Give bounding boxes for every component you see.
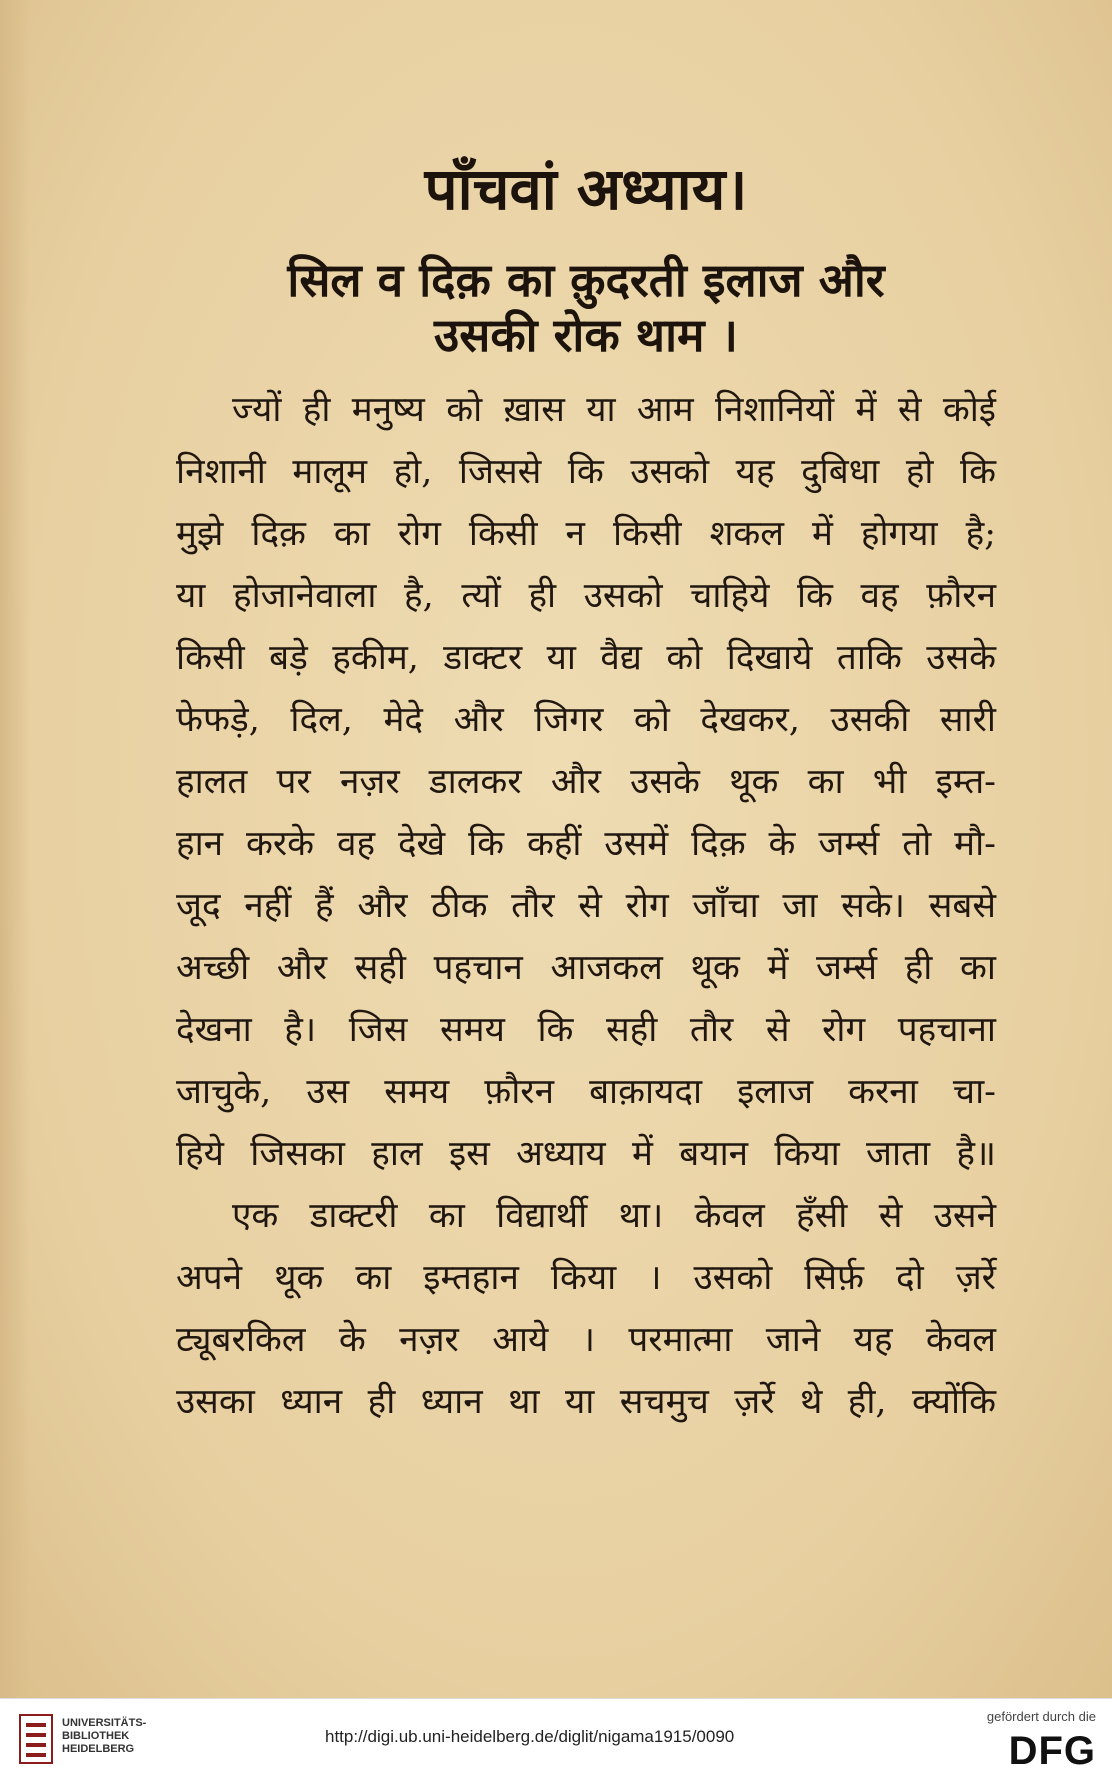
- text-line: या होजानेवाला है, त्यों ही उसको चाहिये कि वह फ़ौरन: [176, 575, 996, 616]
- text-line: अपने थूक का इम्तहान किया । उसको सिर्फ़ दो ज़र्रे: [176, 1257, 996, 1298]
- text-line: मुझे दिक़ का रोग किसी न किसी शकल में होगया है;: [176, 513, 996, 554]
- chapter-subtitle-line: सिल व दिक़ का क़ुदरती इलाज और: [287, 252, 885, 307]
- chapter-subtitle-line: उसकी रोक थाम ।: [434, 307, 738, 362]
- text-line: किसी बड़े हकीम, डाक्टर या वैद्य को दिखाये ताकि उसके: [176, 637, 996, 678]
- dfg-logo: DFG: [1008, 1729, 1096, 1773]
- text-line: जाचुके, उस समय फ़ौरन बाक़ायदा इलाज करना चा-: [176, 1071, 996, 1112]
- text-line: निशानी मालूम हो, जिससे कि उसको यह दुबिधा हो कि: [176, 451, 996, 492]
- text-line: जूद नहीं हैं और ठीक तौर से रोग जाँचा जा सके। सबसे: [176, 885, 996, 926]
- institution-name: [62, 1717, 146, 1756]
- permalink-url[interactable]: http://digi.ub.uni-heidelberg.de/diglit/nigama1915/0090: [325, 1727, 735, 1746]
- text-line: हालत पर नज़र डालकर और उसके थूक का भी इम्त-: [176, 761, 996, 802]
- institution-line: UNIVERSITÄTS-: [62, 1717, 147, 1729]
- text-line: अच्छी और सही पहचान आजकल थूक में जर्म्स ही का: [176, 947, 996, 988]
- text-line: हान करके वह देखे कि कहीं उसमें दिक़ के जर्म्स तो मौ-: [176, 823, 996, 864]
- text-line: एक डाक्टरी का विद्यार्थी था। केवल हँसी से उसने: [232, 1195, 996, 1236]
- footer-bar: [0, 1698, 1112, 1780]
- text-line: देखना है। जिस समय कि सही तौर से रोग पहचाना: [176, 1009, 996, 1050]
- page-content: [176, 155, 996, 1433]
- text-line: हिये जिसका हाल इस अध्याय में बयान किया जाता है॥: [176, 1133, 996, 1174]
- text-line: उसका ध्यान ही ध्यान था या सचमुच ज़र्रे थे ही, क्योंकि: [176, 1381, 996, 1422]
- text-line: फेफड़े, दिल, मेदे और जिगर को देखकर, उसकी सारी: [176, 699, 996, 740]
- chapter-subtitle: [176, 253, 996, 363]
- university-seal-icon: [18, 1713, 54, 1765]
- institution-line: HEIDELBERG: [62, 1743, 135, 1755]
- text-line: ट्यूबरकिल के नज़र आये । परमात्मा जाने यह केवल: [176, 1319, 996, 1360]
- text-line: ज्यों ही मनुष्य को ख़ास या आम निशानियों में से कोई: [232, 389, 996, 430]
- chapter-heading: पाँचवां अध्याय।: [424, 155, 748, 223]
- paragraph-1: [176, 379, 996, 1185]
- funding-note: gefördert durch die: [986, 1709, 1096, 1724]
- institution-line: BIBLIOTHEK: [62, 1730, 130, 1742]
- paragraph-2: [176, 1185, 996, 1433]
